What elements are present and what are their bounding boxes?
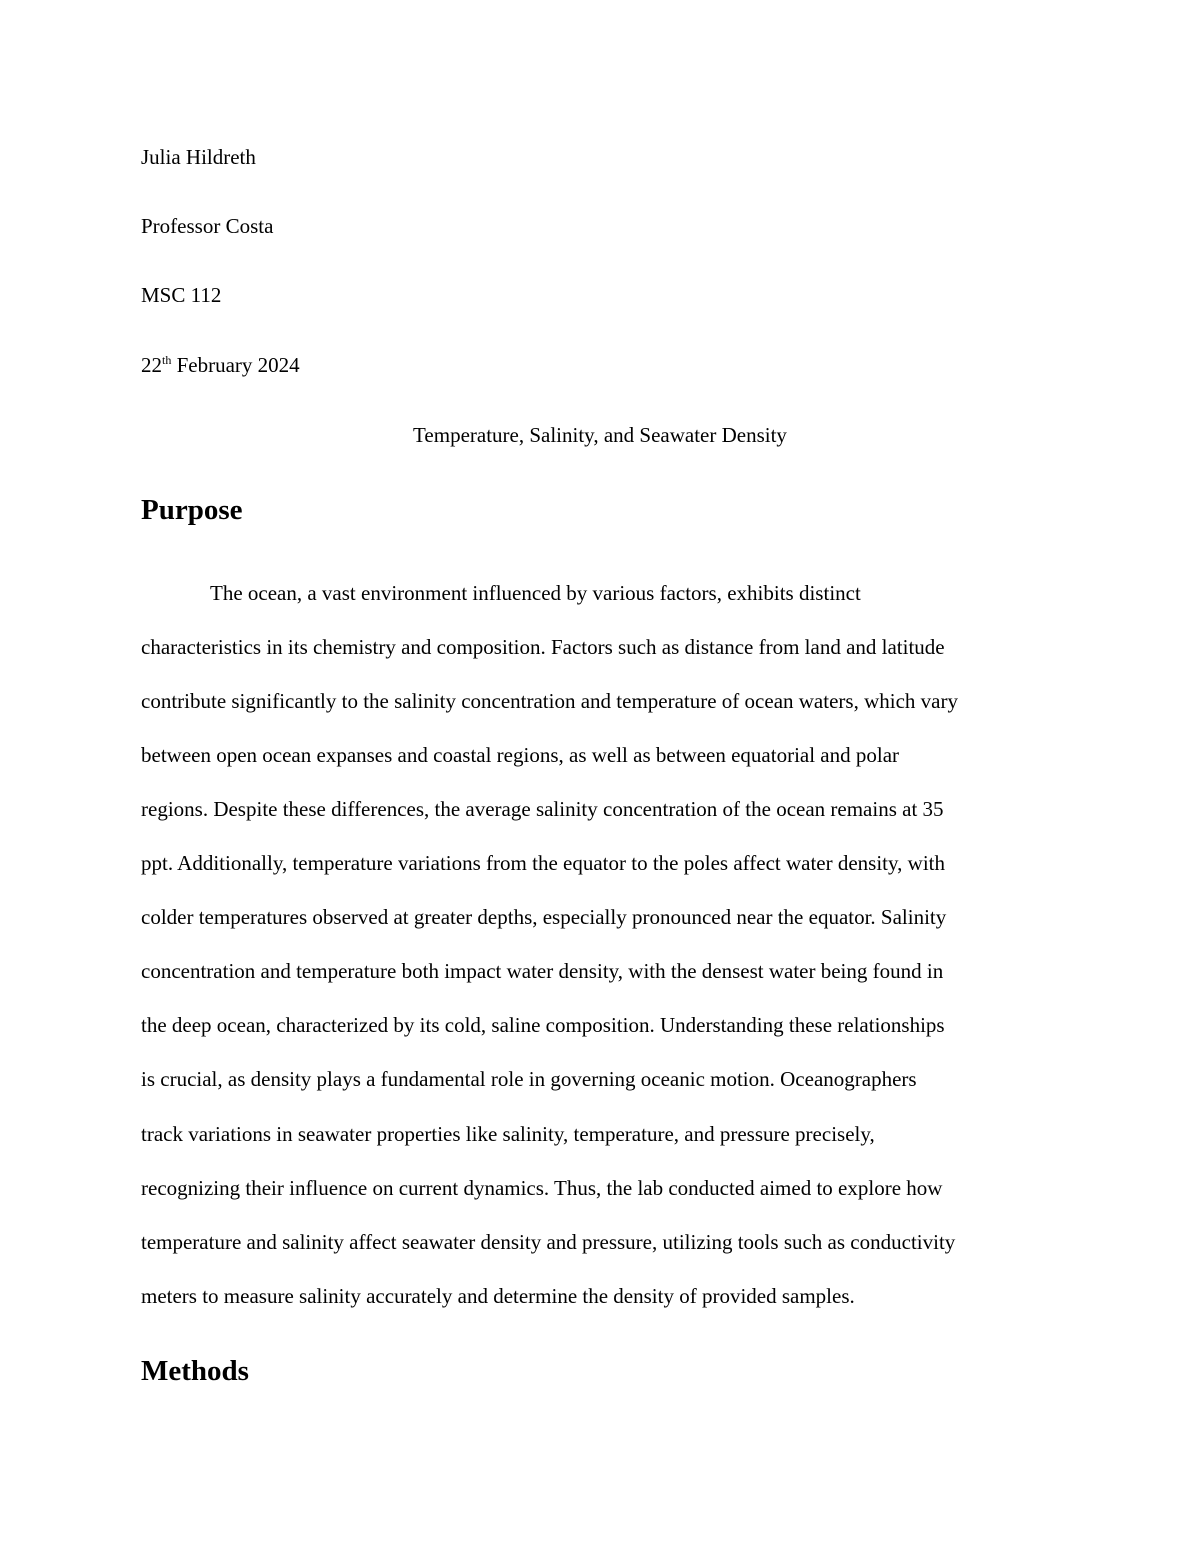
paragraph-line: temperature and salinity affect seawater density and pressure, utilizing tools such as conductivity: [141, 1230, 956, 1254]
paragraph-line: characteristics in its chemistry and composition. Factors such as distance from land and latitude: [141, 635, 945, 659]
date-month-year: February 2024: [171, 353, 300, 377]
document-title: Temperature, Salinity, and Seawater Density: [413, 423, 787, 447]
methods-heading: Methods: [141, 1355, 249, 1387]
date-day: 22: [141, 353, 162, 377]
paragraph-line: track variations in seawater properties like salinity, temperature, and pressure precisely,: [141, 1122, 875, 1146]
date-suffix: th: [162, 353, 172, 367]
paragraph-line: colder temperatures observed at greater depths, especially pronounced near the equator. Salinity: [141, 905, 947, 929]
professor-name: Professor Costa: [141, 214, 274, 238]
author-name: Julia Hildreth: [141, 145, 256, 169]
paragraph-line: ppt. Additionally, temperature variations from the equator to the poles affect water density, with: [141, 851, 945, 875]
document-date: [141, 353, 300, 377]
paragraph-line: regions. Despite these differences, the average salinity concentration of the ocean remains at 35: [141, 797, 944, 821]
purpose-heading: Purpose: [141, 494, 243, 526]
paragraph-line: the deep ocean, characterized by its cold, saline composition. Understanding these relationships: [141, 1013, 945, 1037]
paragraph-line: recognizing their influence on current dynamics. Thus, the lab conducted aimed to explore how: [141, 1176, 943, 1200]
paragraph-line: contribute significantly to the salinity concentration and temperature of ocean waters, which vary: [141, 689, 958, 713]
paragraph-line: concentration and temperature both impact water density, with the densest water being found in: [141, 959, 944, 983]
paragraph-line: is crucial, as density plays a fundamental role in governing oceanic motion. Oceanographers: [141, 1067, 917, 1091]
paragraph-line: between open ocean expanses and coastal regions, as well as between equatorial and polar: [141, 743, 900, 767]
paragraph-line: meters to measure salinity accurately and determine the density of provided samples.: [141, 1284, 855, 1308]
course-code: MSC 112: [141, 283, 222, 307]
paragraph-line: The ocean, a vast environment influenced by various factors, exhibits distinct: [210, 581, 861, 605]
